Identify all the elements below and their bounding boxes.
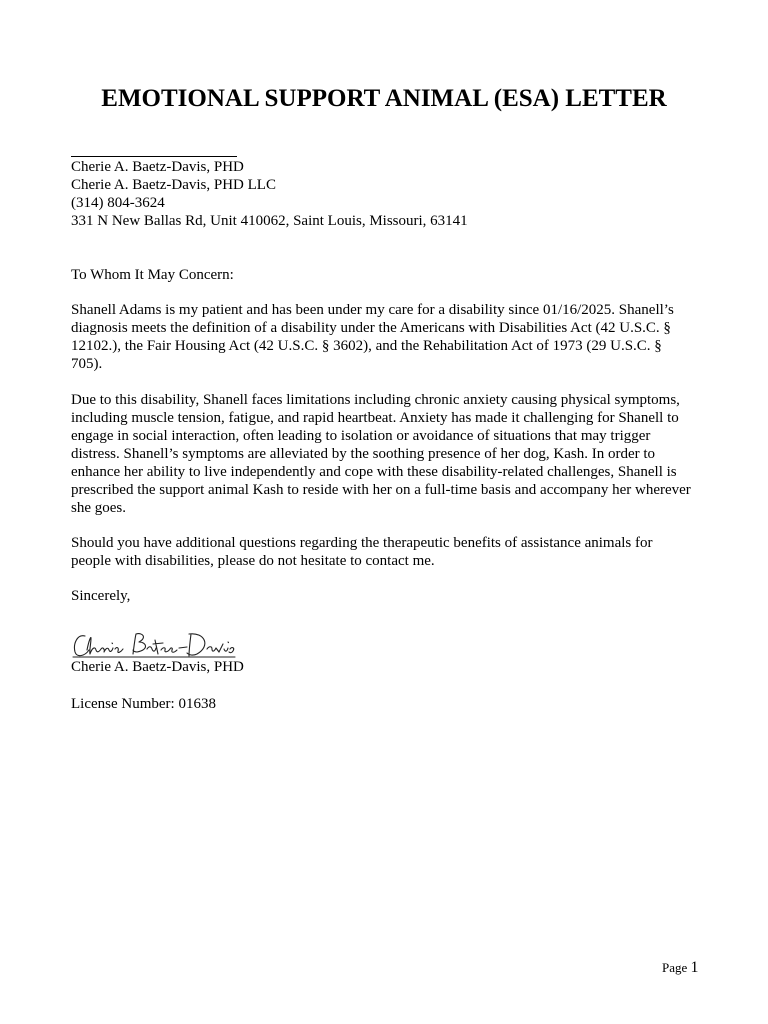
- signer-name: Cherie A. Baetz-Davis, PHD: [71, 659, 244, 675]
- page-number-value: 1: [690, 959, 699, 976]
- document-title: EMOTIONAL SUPPORT ANIMAL (ESA) LETTER: [101, 85, 667, 112]
- closing: Sincerely,: [71, 588, 131, 604]
- sender-phone: (314) 804-3624: [71, 195, 165, 211]
- paragraph-diagnosis: Shanell Adams is my patient and has been under my care for a disability since 01/16/2025. Shanell’s diagnosis meets the definition of a disability under the Americans with Disabilities Act (42 U.S.C. § 12102.), the Fair Housing Act (42 U.S.C. § 3602), and the Rehabilitation Act of 1973 (29 U.S.C. § 705).: [71, 302, 674, 372]
- salutation: To Whom It May Concern:: [71, 267, 234, 283]
- handwritten-signature: [71, 630, 237, 660]
- sender-block: [71, 158, 691, 230]
- sender-company: Cherie A. Baetz-Davis, PHD LLC: [71, 177, 276, 193]
- sender-name: Cherie A. Baetz-Davis, PHD: [71, 159, 244, 175]
- page-label: Page: [662, 960, 688, 975]
- page-number: [662, 959, 699, 977]
- paragraph-limitations: Due to this disability, Shanell faces limitations including chronic anxiety causing physical symptoms, including muscle tension, fatigue, and rapid heartbeat. Anxiety has made it challenging for Shanell to engage in social interaction, often leading to isolation or avoidance of situations that may trigger distress. Shanell’s symptoms are alleviated by the soothing presence of her dog, Kash. In order to enhance her ability to live independently and cope with these disability-related challenges, Shanell is prescribed the support animal Kash to reside with her on a full-time basis and accompany her wherever she goes.: [71, 392, 691, 516]
- license-number: License Number: 01638: [71, 696, 216, 712]
- sender-address: 331 N New Ballas Rd, Unit 410062, Saint Louis, Missouri, 63141: [71, 213, 468, 229]
- header-signature-line: [71, 156, 237, 157]
- paragraph-contact: Should you have additional questions regarding the therapeutic benefits of assistance animals for people with disabilities, please do not hesitate to contact me.: [71, 535, 653, 569]
